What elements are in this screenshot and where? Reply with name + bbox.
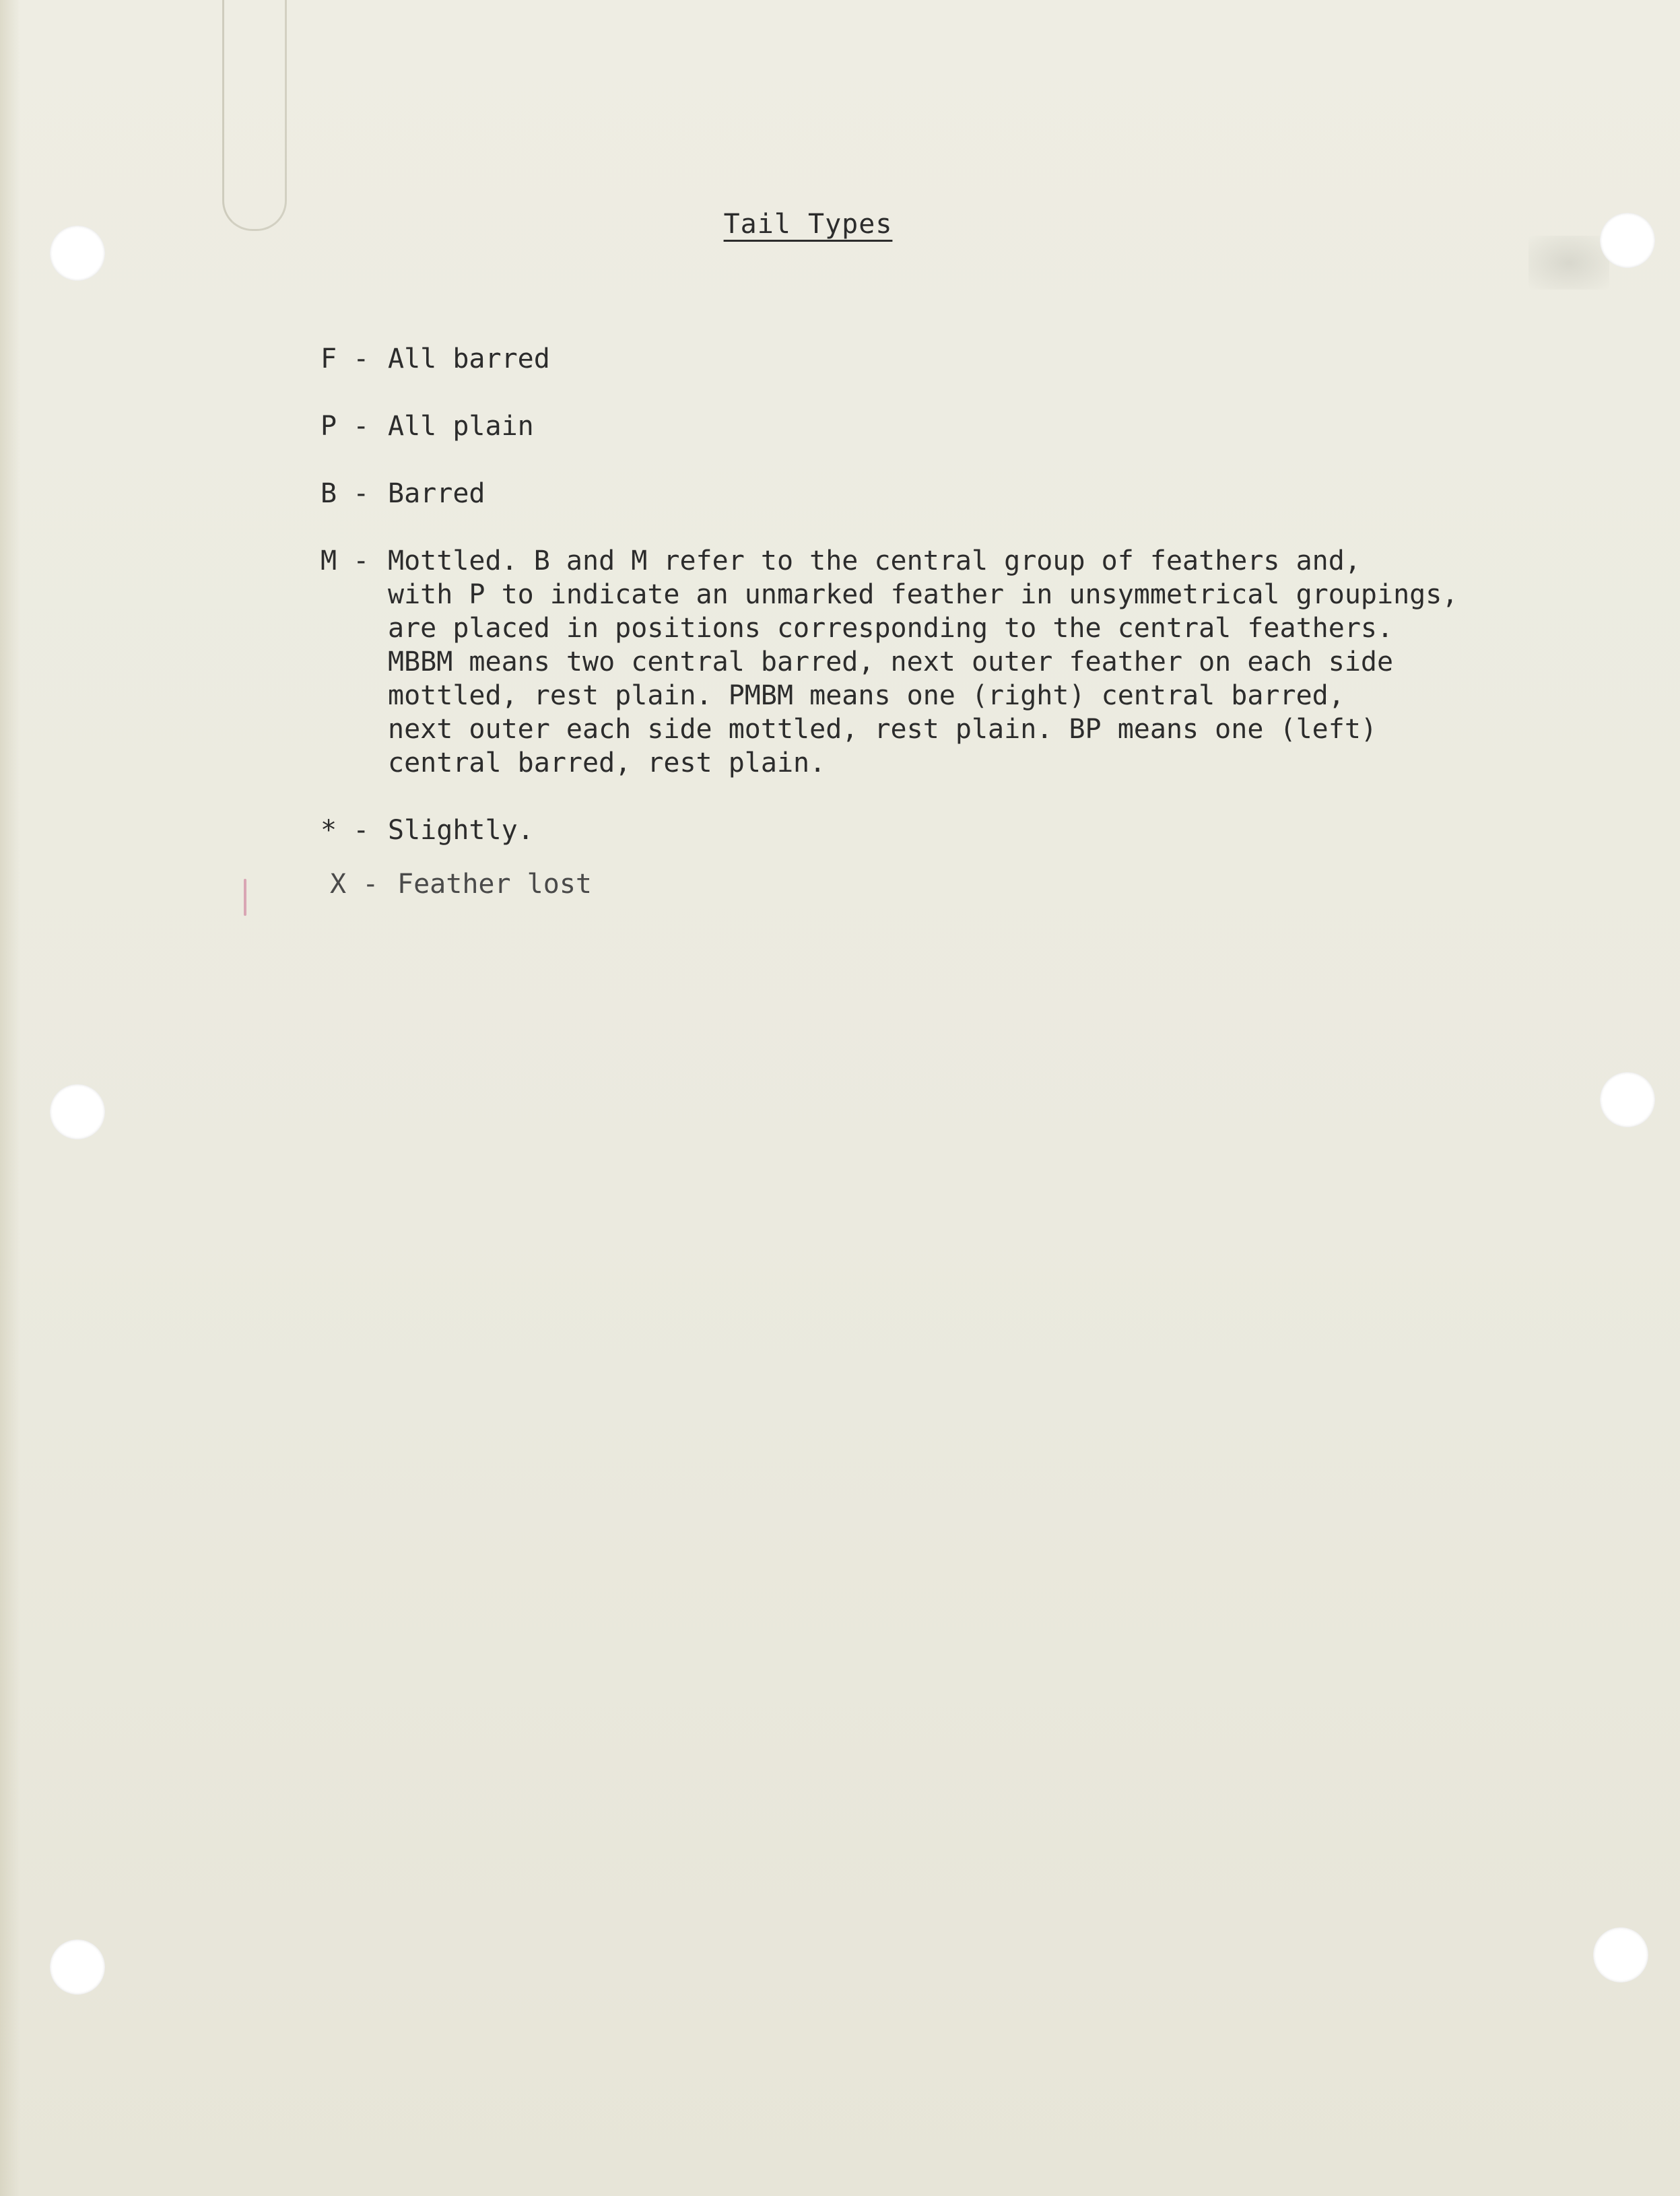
paperclip-impression <box>222 0 287 231</box>
punch-hole-bottom-right <box>1593 1927 1648 1983</box>
entry-x <box>330 867 1533 901</box>
entry-description: Mottled. B and M refer to the central group of feathers and, with P to indicate an unmarked feather in unsymmetrical groupings, are placed in positions corresponding to the central feathers. MBBM means two central barred, next outer feather on each side mottled, rest plain. PMBM means one (right) central barred, next outer each side mottled, rest plain. BP means one (left) central barred, rest plain. <box>388 545 1458 778</box>
red-pencil-mark <box>244 879 246 916</box>
entry-description: All plain <box>388 411 534 442</box>
entry-f <box>321 342 1533 376</box>
entry-key: X - <box>330 869 379 900</box>
entry-asterisk <box>321 813 1533 847</box>
entry-description: Feather lost <box>397 869 592 900</box>
punch-hole-middle-right <box>1600 1072 1655 1127</box>
paper-edge-shadow <box>0 0 20 2196</box>
entry-key: * - <box>321 815 370 846</box>
ink-smudge <box>1528 236 1609 290</box>
entry-key: M - <box>321 545 370 576</box>
tail-type-list <box>321 342 1533 935</box>
punch-hole-top-right <box>1600 213 1655 268</box>
entry-key: P - <box>321 411 370 442</box>
punch-hole-middle-left <box>50 1084 105 1139</box>
punch-hole-top-left <box>50 226 105 281</box>
entry-b <box>321 477 1533 510</box>
entry-m <box>321 544 1533 780</box>
entry-key: B - <box>321 478 370 509</box>
entry-description: Barred <box>388 478 485 509</box>
entry-p <box>321 409 1533 443</box>
entry-description: Slightly. <box>388 815 534 846</box>
punch-hole-bottom-left <box>50 1939 105 1995</box>
page-title: Tail Types <box>723 209 893 240</box>
entry-description: All barred <box>388 343 550 374</box>
entry-key: F - <box>321 343 370 374</box>
